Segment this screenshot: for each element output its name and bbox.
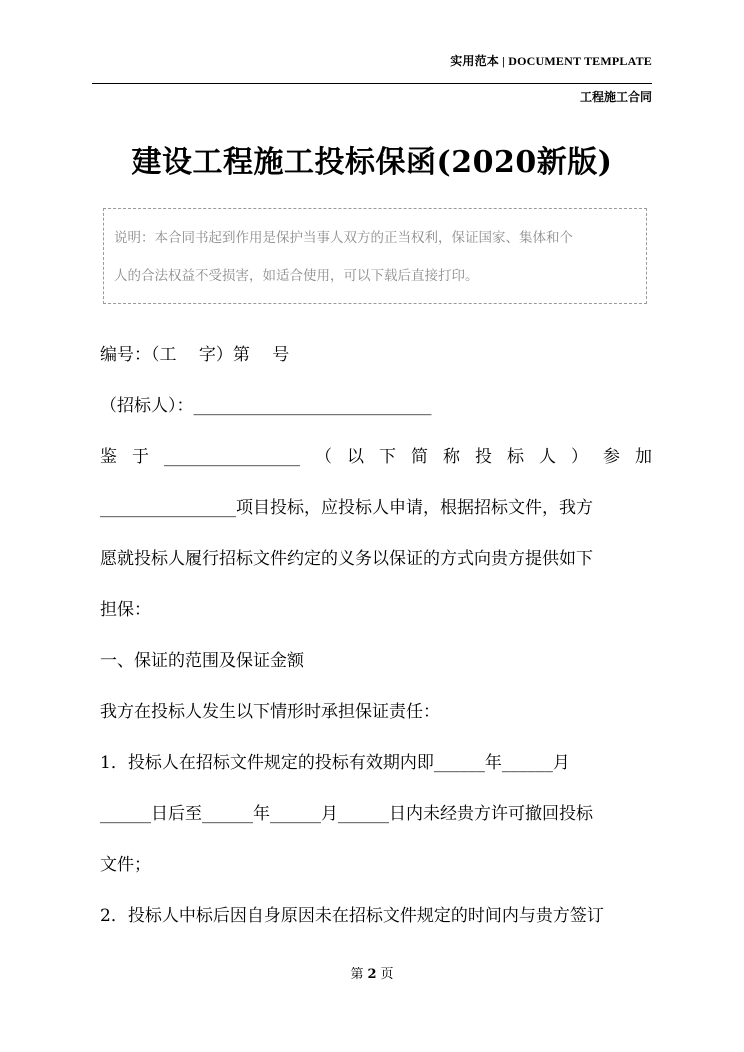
whereas-char: ） [571, 447, 588, 467]
paragraph-1-line-3: 愿就投标人履行招标文件约定的义务以保证的方式向贵方提供如下 [100, 549, 593, 569]
whereas-char: 人 [539, 447, 556, 467]
whereas-char: 鉴 [100, 447, 117, 467]
document-title: 建设工程施工投标保函(2020新版) [131, 145, 613, 180]
whereas-char: 标 [507, 447, 524, 467]
header-template-label: 实用范本 | DOCUMENT TEMPLATE [450, 54, 652, 68]
paragraph-1-line-2: ________________项目投标，应投标人申请，根据招标文件，我方 [100, 498, 593, 518]
document-number-line: 编号：（工 字）第 号 [100, 345, 290, 365]
document-body [100, 330, 652, 942]
footer-prefix: 第 [350, 967, 364, 982]
section-1-intro: 我方在投标人发生以下情形时承担保证责任： [100, 702, 440, 722]
whereas-char: 参 [603, 447, 620, 467]
section-1-heading: 一、保证的范围及保证金额 [100, 651, 304, 671]
item-2-line-1: 2．投标人中标后因自身原因未在招标文件规定的时间内与贵方签订 [100, 906, 604, 926]
header-divider [92, 83, 652, 84]
item-1-line-1: 1．投标人在招标文件规定的投标有效期内即______年______月 [100, 753, 570, 773]
bidder-name-blank: ________________ [164, 447, 300, 467]
whereas-char: 于 [132, 447, 149, 467]
whereas-char: 以 [347, 447, 364, 467]
whereas-char: 加 [635, 447, 652, 467]
item-1-line-3: 文件； [100, 855, 151, 875]
paragraph-1-line-4: 担保： [100, 600, 151, 620]
whereas-char: 下 [379, 447, 396, 467]
footer-suffix: 页 [380, 967, 394, 982]
whereas-char: （ [315, 447, 332, 467]
item-1-line-2: ______日后至______年______月______日内未经贵方许可撤回投标 [100, 804, 593, 824]
whereas-line [100, 432, 652, 483]
page-footer [0, 963, 744, 982]
header-contract-type: 工程施工合同 [579, 90, 652, 104]
recipient-line: （招标人）：____________________________ [100, 396, 432, 416]
page-number: 2 [367, 967, 377, 982]
notice-line-2: 人的合法权益不受损害，如适合使用，可以下载后直接打印。 [114, 268, 479, 284]
usage-notice-box [103, 208, 647, 304]
notice-line-1: 说明：本合同书起到作用是保护当事人双方的正当权利，保证国家、集体和个 [114, 230, 573, 246]
whereas-char: 投 [475, 447, 492, 467]
whereas-char: 称 [443, 447, 460, 467]
whereas-char: 简 [411, 447, 428, 467]
